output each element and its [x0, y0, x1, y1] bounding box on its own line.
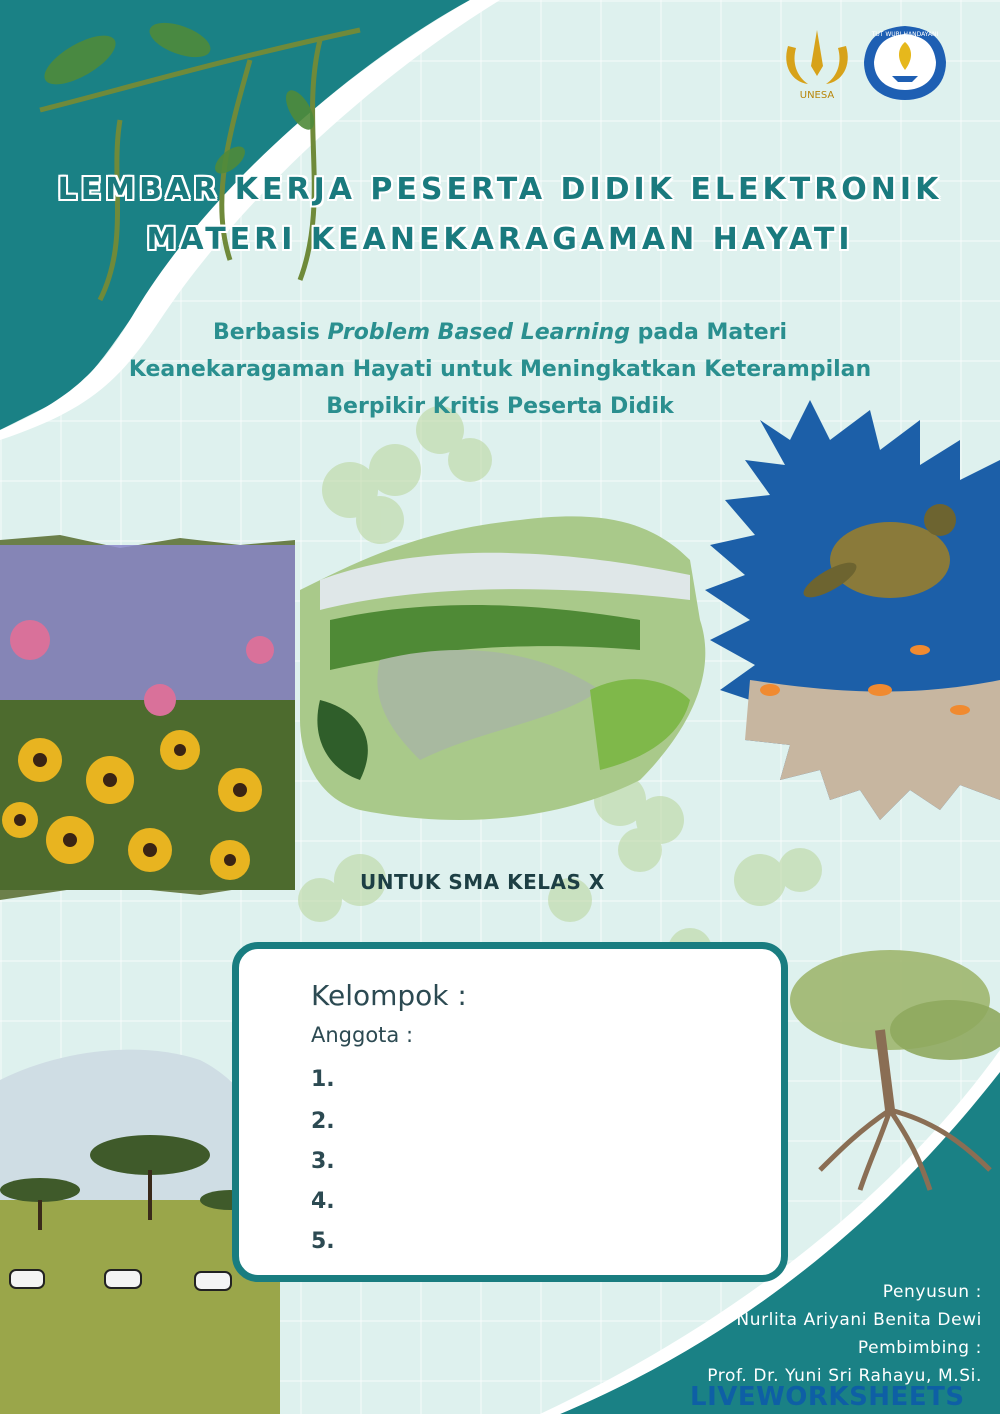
class-level: UNTUK SMA KELAS X: [360, 870, 605, 894]
subtitle-line2: Keanekaragaman Hayati untuk Meningkatkan Keterampilan: [128, 357, 872, 382]
unesa-logo: [778, 26, 856, 106]
liveworksheets-watermark: LIVEWORKSHEETS: [690, 1382, 965, 1412]
subtitle-line3: Berpikir Kritis Peserta Didik: [326, 394, 674, 419]
member-number-5: 5.: [311, 1229, 335, 1254]
penyusun-name: Nurlita Ariyani Benita Dewi: [736, 1310, 982, 1330]
main-title-line1: LEMBAR KERJA PESERTA DIDIK ELEKTRONIK: [57, 172, 943, 207]
member-number-4: 4.: [311, 1189, 335, 1214]
sea-turtle-image: [705, 400, 1000, 820]
group-card: [232, 942, 788, 1282]
member-number-2: 2.: [311, 1109, 335, 1134]
kelompok-label: Kelompok :: [311, 979, 467, 1012]
main-title-line2: MATERI KEANEKARAGAMAN HAYATI: [146, 222, 854, 257]
subtitle-line1: [40, 314, 960, 351]
pembimbing-label: Pembimbing :: [857, 1338, 982, 1358]
subtitle-line1-italic: Problem Based Learning: [327, 320, 630, 345]
member-number-1: 1.: [311, 1067, 335, 1092]
penyusun-label: Penyusun :: [882, 1282, 982, 1302]
anggota-label: Anggota :: [311, 1023, 414, 1047]
member-number-3: 3.: [311, 1149, 335, 1174]
subtitle-line1-start: Berbasis: [212, 320, 328, 345]
unesa-logo-text: UNESA: [799, 90, 835, 101]
pembimbing-name: Prof. Dr. Yuni Sri Rahayu, M.Si.: [707, 1366, 982, 1386]
subtitle-line1-end: pada Materi: [629, 320, 788, 345]
kemdikbud-logo-text: TUT WURI HANDAYANI: [871, 31, 939, 38]
flowers-image: [0, 535, 295, 900]
kemdikbud-logo: [862, 24, 948, 106]
wetland-image: [300, 516, 705, 820]
